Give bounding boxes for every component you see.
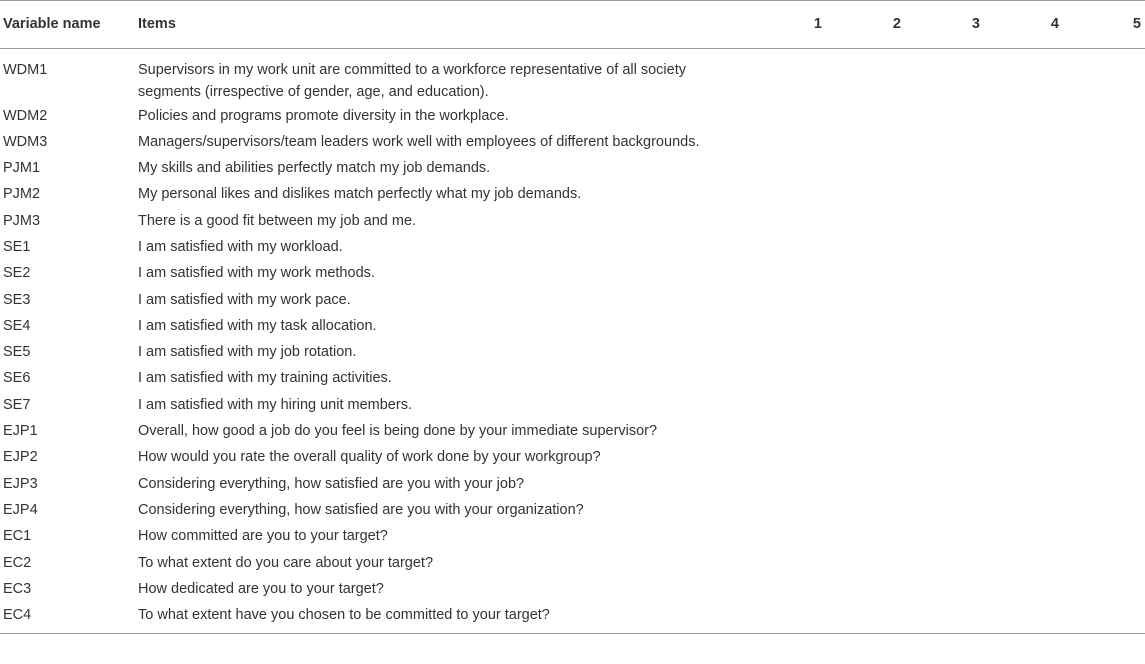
- scale-cell-3: [936, 340, 1015, 366]
- table-header-row: [0, 1, 1145, 49]
- variable-name-cell: EC4: [3, 607, 32, 624]
- table-row: [0, 234, 1145, 260]
- item-text: Supervisors in my work unit are committed to a workforce representative of all society segments (irrespective of gender, age, and education).: [138, 62, 686, 100]
- scale-cell-3: [936, 603, 1015, 634]
- table-row: [0, 313, 1145, 339]
- scale-cell-5: [1094, 49, 1145, 104]
- scale-cell-4: [1015, 234, 1094, 260]
- scale-cell-2: [857, 129, 936, 155]
- scale-cell-2: [857, 497, 936, 523]
- item-text: To what extent have you chosen to be committed to your target?: [138, 607, 550, 624]
- variable-name-cell: SE1: [3, 238, 31, 255]
- scale-cell-4: [1015, 287, 1094, 313]
- variable-name-cell: EJP4: [3, 501, 38, 518]
- scale-cell-3: [936, 471, 1015, 497]
- scale-cell-2: [857, 313, 936, 339]
- scale-cell-5: [1094, 234, 1145, 260]
- scale-cell-4: [1015, 129, 1094, 155]
- table-row: [0, 366, 1145, 392]
- scale-cell-4: [1015, 419, 1094, 445]
- table-row: [0, 261, 1145, 287]
- item-text: I am satisfied with my task allocation.: [138, 317, 377, 334]
- scale-cell-4: [1015, 524, 1094, 550]
- item-text: Policies and programs promote diversity in the workplace.: [138, 107, 509, 124]
- scale-cell-1: [778, 49, 857, 104]
- item-text: How dedicated are you to your target?: [138, 580, 384, 597]
- table-row: [0, 287, 1145, 313]
- variable-name-cell: SE2: [3, 265, 31, 282]
- table-row: [0, 603, 1145, 634]
- scale-cell-2: [857, 550, 936, 576]
- item-cell: [138, 313, 778, 339]
- scale-cell-5: [1094, 103, 1145, 129]
- scale-cell-3: [936, 103, 1015, 129]
- item-cell: [138, 49, 778, 104]
- scale-cell-1: [778, 287, 857, 313]
- item-text: I am satisfied with my work methods.: [138, 265, 375, 282]
- item-cell: [138, 471, 778, 497]
- scale-cell-4: [1015, 471, 1094, 497]
- variable-name-cell: WDM1: [3, 62, 48, 78]
- scale-cell-3: [936, 392, 1015, 418]
- header-scale-2: 2: [892, 16, 901, 32]
- variable-name-cell: EJP3: [3, 475, 38, 492]
- scale-cell-1: [778, 419, 857, 445]
- scale-cell-2: [857, 287, 936, 313]
- item-cell: [138, 156, 778, 182]
- scale-cell-1: [778, 576, 857, 602]
- item-cell: [138, 129, 778, 155]
- scale-cell-4: [1015, 366, 1094, 392]
- variable-name-cell: PJM3: [3, 212, 41, 229]
- scale-cell-5: [1094, 392, 1145, 418]
- scale-cell-3: [936, 287, 1015, 313]
- variable-name-cell: EJP1: [3, 423, 38, 440]
- scale-cell-1: [778, 313, 857, 339]
- scale-cell-5: [1094, 603, 1145, 634]
- item-cell: [138, 234, 778, 260]
- scale-cell-2: [857, 524, 936, 550]
- item-text: How committed are you to your target?: [138, 528, 388, 545]
- scale-cell-5: [1094, 366, 1145, 392]
- scale-cell-1: [778, 392, 857, 418]
- scale-cell-3: [936, 129, 1015, 155]
- scale-cell-5: [1094, 497, 1145, 523]
- item-cell: [138, 103, 778, 129]
- scale-cell-3: [936, 234, 1015, 260]
- item-text: I am satisfied with my workload.: [138, 238, 343, 255]
- scale-cell-2: [857, 576, 936, 602]
- scale-cell-1: [778, 497, 857, 523]
- item-cell: [138, 261, 778, 287]
- item-text: Considering everything, how satisfied are you with your organization?: [138, 501, 584, 518]
- scale-cell-3: [936, 261, 1015, 287]
- scale-cell-4: [1015, 445, 1094, 471]
- scale-cell-1: [778, 103, 857, 129]
- variable-name-cell: EC3: [3, 580, 32, 597]
- scale-cell-2: [857, 103, 936, 129]
- scale-cell-3: [936, 156, 1015, 182]
- item-text: How would you rate the overall quality of work done by your workgroup?: [138, 449, 601, 466]
- scale-cell-2: [857, 445, 936, 471]
- item-cell: [138, 550, 778, 576]
- item-text: Considering everything, how satisfied are you with your job?: [138, 475, 525, 492]
- item-text: I am satisfied with my hiring unit members.: [138, 396, 412, 413]
- item-cell: [138, 287, 778, 313]
- scale-cell-5: [1094, 576, 1145, 602]
- scale-cell-2: [857, 366, 936, 392]
- variable-name-cell: EJP2: [3, 449, 38, 466]
- scale-cell-2: [857, 208, 936, 234]
- scale-cell-1: [778, 340, 857, 366]
- scale-cell-3: [936, 49, 1015, 104]
- variable-name-cell: SE3: [3, 291, 31, 308]
- variable-name-cell: PJM2: [3, 186, 41, 203]
- scale-cell-1: [778, 261, 857, 287]
- scale-cell-5: [1094, 261, 1145, 287]
- item-cell: [138, 603, 778, 634]
- header-scale-1: 1: [813, 16, 822, 32]
- table-row: [0, 103, 1145, 129]
- variable-name-cell: SE5: [3, 344, 31, 361]
- scale-cell-5: [1094, 287, 1145, 313]
- scale-cell-3: [936, 550, 1015, 576]
- variable-name-cell: SE4: [3, 317, 31, 334]
- scale-cell-5: [1094, 208, 1145, 234]
- scale-cell-4: [1015, 49, 1094, 104]
- scale-cell-5: [1094, 550, 1145, 576]
- scale-cell-3: [936, 313, 1015, 339]
- scale-cell-2: [857, 182, 936, 208]
- scale-cell-5: [1094, 419, 1145, 445]
- variable-name-cell: EC1: [3, 528, 32, 545]
- scale-cell-4: [1015, 340, 1094, 366]
- variable-name-cell: PJM1: [3, 160, 41, 177]
- item-text: I am satisfied with my job rotation.: [138, 344, 357, 361]
- scale-cell-1: [778, 156, 857, 182]
- scale-cell-4: [1015, 497, 1094, 523]
- table-row: [0, 208, 1145, 234]
- scale-cell-2: [857, 340, 936, 366]
- variable-name-cell: WDM3: [3, 133, 48, 150]
- table-row: [0, 49, 1145, 104]
- header-scale-4: 4: [1050, 16, 1059, 32]
- scale-cell-2: [857, 419, 936, 445]
- scale-cell-1: [778, 234, 857, 260]
- table-row: [0, 156, 1145, 182]
- scale-cell-2: [857, 156, 936, 182]
- item-cell: [138, 366, 778, 392]
- table-row: [0, 445, 1145, 471]
- table-row: [0, 419, 1145, 445]
- header-scale-3: 3: [971, 16, 980, 32]
- table-row: [0, 340, 1145, 366]
- scale-cell-2: [857, 261, 936, 287]
- table-row: [0, 129, 1145, 155]
- item-cell: [138, 497, 778, 523]
- item-text: There is a good fit between my job and me.: [138, 212, 417, 229]
- scale-cell-1: [778, 366, 857, 392]
- scale-cell-1: [778, 208, 857, 234]
- table-row: [0, 524, 1145, 550]
- table-row: [0, 497, 1145, 523]
- scale-cell-2: [857, 471, 936, 497]
- item-text: My personal likes and dislikes match perfectly what my job demands.: [138, 186, 582, 203]
- scale-cell-1: [778, 603, 857, 634]
- scale-cell-4: [1015, 261, 1094, 287]
- scale-cell-1: [778, 471, 857, 497]
- scale-cell-3: [936, 208, 1015, 234]
- scale-cell-5: [1094, 445, 1145, 471]
- scale-cell-4: [1015, 603, 1094, 634]
- scale-cell-4: [1015, 156, 1094, 182]
- scale-cell-1: [778, 129, 857, 155]
- item-cell: [138, 524, 778, 550]
- variable-name-cell: SE7: [3, 396, 31, 413]
- scale-cell-2: [857, 392, 936, 418]
- item-text: My skills and abilities perfectly match my job demands.: [138, 160, 491, 177]
- scale-cell-3: [936, 419, 1015, 445]
- table-row: [0, 182, 1145, 208]
- scale-cell-5: [1094, 340, 1145, 366]
- scale-cell-5: [1094, 471, 1145, 497]
- table-row: [0, 471, 1145, 497]
- scale-cell-1: [778, 550, 857, 576]
- scale-cell-5: [1094, 156, 1145, 182]
- scale-cell-3: [936, 445, 1015, 471]
- item-cell: [138, 392, 778, 418]
- item-text: To what extent do you care about your target?: [138, 554, 434, 571]
- scale-cell-4: [1015, 182, 1094, 208]
- scale-cell-4: [1015, 550, 1094, 576]
- item-cell: [138, 445, 778, 471]
- scale-cell-5: [1094, 313, 1145, 339]
- table-row: [0, 392, 1145, 418]
- item-cell: [138, 182, 778, 208]
- variable-name-cell: WDM2: [3, 107, 48, 124]
- variable-name-cell: EC2: [3, 554, 32, 571]
- scale-cell-1: [778, 182, 857, 208]
- scale-cell-4: [1015, 392, 1094, 418]
- scale-cell-2: [857, 603, 936, 634]
- item-cell: [138, 576, 778, 602]
- scale-cell-5: [1094, 182, 1145, 208]
- scale-cell-5: [1094, 129, 1145, 155]
- variable-name-cell: SE6: [3, 370, 31, 387]
- header-variable-name: Variable name: [3, 16, 101, 32]
- scale-cell-4: [1015, 103, 1094, 129]
- item-text: I am satisfied with my work pace.: [138, 291, 351, 308]
- scale-cell-2: [857, 234, 936, 260]
- scale-cell-3: [936, 524, 1015, 550]
- scale-cell-4: [1015, 208, 1094, 234]
- scale-cell-3: [936, 366, 1015, 392]
- scale-cell-5: [1094, 524, 1145, 550]
- table-row: [0, 550, 1145, 576]
- header-scale-5: 5: [1132, 16, 1141, 32]
- item-text: Managers/supervisors/team leaders work well with employees of different backgrounds.: [138, 133, 700, 150]
- table-row: [0, 576, 1145, 602]
- scale-cell-4: [1015, 313, 1094, 339]
- item-text: Overall, how good a job do you feel is being done by your immediate supervisor?: [138, 423, 658, 440]
- item-cell: [138, 208, 778, 234]
- scale-cell-3: [936, 182, 1015, 208]
- item-text: I am satisfied with my training activities.: [138, 370, 392, 387]
- item-cell: [138, 419, 778, 445]
- scale-cell-3: [936, 576, 1015, 602]
- scale-cell-1: [778, 524, 857, 550]
- scale-cell-1: [778, 445, 857, 471]
- scale-cell-2: [857, 49, 936, 104]
- header-items: Items: [138, 16, 176, 32]
- scale-cell-3: [936, 497, 1015, 523]
- scale-cell-4: [1015, 576, 1094, 602]
- table-body: [0, 49, 1145, 634]
- item-cell: [138, 340, 778, 366]
